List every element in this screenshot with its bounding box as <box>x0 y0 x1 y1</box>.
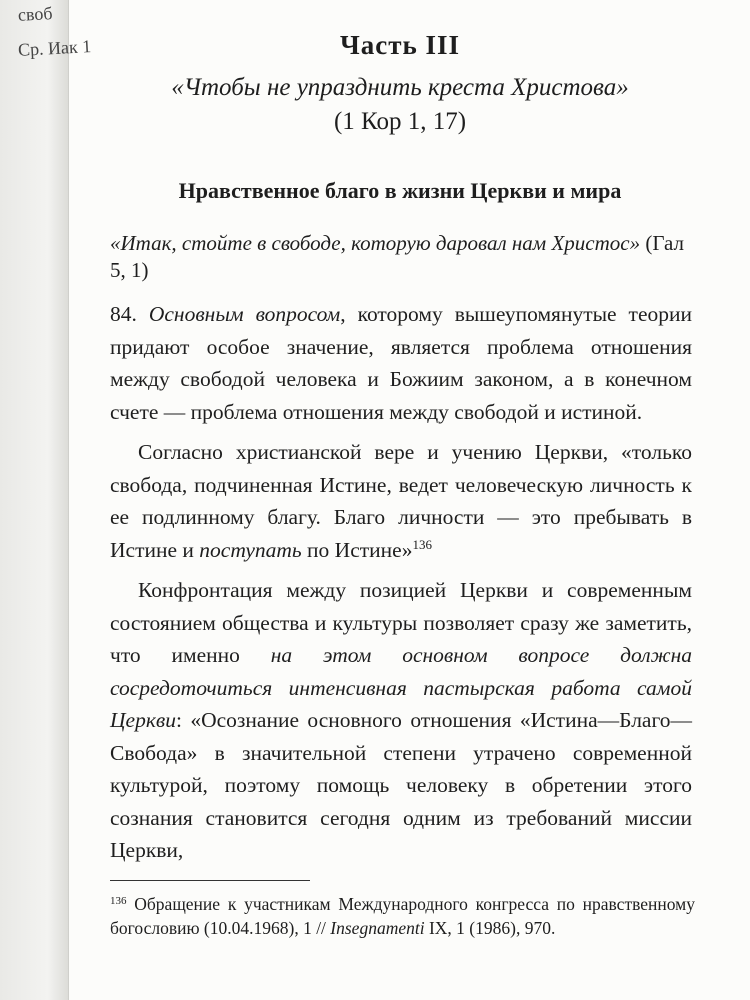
paragraph-text: по Истине» <box>301 537 413 562</box>
section-title: Нравственное благо в жизни Церкви и мира <box>178 178 622 203</box>
paragraph <box>110 574 692 867</box>
paragraph-emphasis: на этом основном вопросе должна сосредоточиться интенсивная пастырская работа самой Церкви <box>110 643 692 732</box>
body-text <box>110 298 692 867</box>
paragraph-text: : «Осознание основного отношения «Истина—Благо—Свобода» в значительной степени утрачено современной культурой, поэтому помощь человеку в обретении этого сознания становится сегодня одним из требований миссии Церкви, <box>110 708 692 862</box>
part-reference: (1 Кор 1, 17) <box>333 108 467 135</box>
paragraph-lead: Основным вопросом <box>148 302 341 326</box>
paragraph-84 <box>110 298 692 428</box>
footnote-marker: 136 <box>412 536 432 552</box>
paragraph-number: 84. <box>110 302 137 326</box>
paragraph <box>110 436 692 566</box>
paragraph-text: Конфронтация между позицией Церкви и современным состоянием общества и культуры позволяет сразу же заметить, что именно <box>110 578 692 667</box>
footnote-divider <box>110 880 310 881</box>
part-title: Часть III <box>339 30 461 60</box>
footnote-source: Insegnamenti <box>330 918 425 938</box>
epigraph-text: «Итак, стойте в свободе, которую даровал нам Христос» <box>110 231 641 255</box>
footnote <box>110 892 695 940</box>
previous-page-text-fragment: своб <box>17 3 54 25</box>
previous-page-edge <box>0 0 92 1000</box>
footnote-text: IX, 1 (1986), 970. <box>424 918 556 938</box>
epigraph <box>110 230 690 284</box>
paragraph-text: Согласно христианской вере и учению Церкви, «только свобода, подчиненная Истине, ведет человеческую личность к ее подлинному благу. Благо личности — это пребывать в Истине и <box>110 440 692 562</box>
footnote-text: Обращение к участникам Международного конгресса по нравственному богословию (10.04.1968), 1 // <box>110 894 695 938</box>
previous-page-text-fragment: Ср. Иак 1 <box>17 36 92 60</box>
paragraph-emphasis: поступать <box>199 537 302 562</box>
epigraph-reference: (Гал 5, 1) <box>110 231 684 282</box>
part-quote: «Чтобы не упразднить креста Христова» <box>171 74 629 101</box>
footnote-number: 136 <box>110 895 127 907</box>
paragraph-text: , которому вышеупомянутые теории придают особое значение, является проблема отношения между свободой человека и Божиим законом, а в конечном счете — проблема отношения между свободой и истиной. <box>110 302 692 424</box>
